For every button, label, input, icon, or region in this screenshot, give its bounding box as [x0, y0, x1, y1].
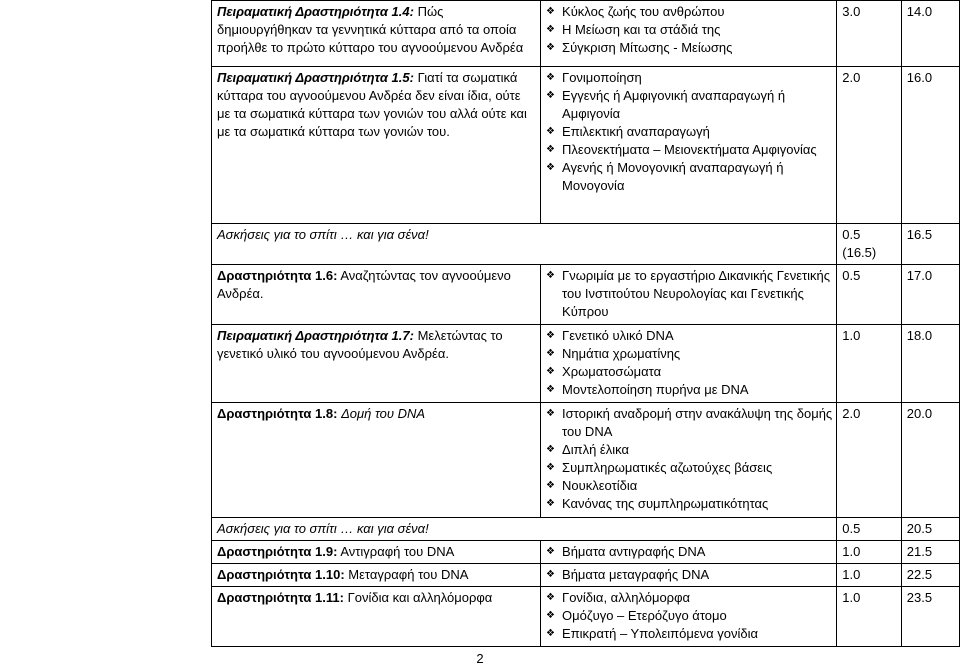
table-row [212, 564, 960, 587]
activity-label: Δραστηριότητα 1.9: [217, 544, 338, 559]
homework-text: Ασκήσεις για το σπίτι … και για σένα! [217, 227, 429, 242]
objective-item: ❖ Πλεονεκτήματα – Μειονεκτήματα Αμφιγονίας [546, 141, 832, 159]
table-row [212, 518, 960, 541]
activity-cell [212, 1, 541, 67]
table-row [212, 265, 960, 325]
table-row [212, 1, 960, 67]
homework-text: Ασκήσεις για το σπίτι … και για σένα! [217, 521, 429, 536]
objectives-cell [541, 564, 837, 587]
lesson-plan-table [211, 0, 960, 647]
objectives-cell [541, 265, 837, 325]
objectives-cell [541, 403, 837, 518]
activity-cell [212, 403, 541, 518]
hours-cell: 2.0 [837, 67, 902, 224]
table-row [212, 541, 960, 564]
activity-text: Αντιγραφή του DNA [340, 544, 455, 559]
objective-item: ❖ Εγγενής ή Αμφιγονική αναπαραγωγή ή Αμφιγονία [546, 87, 832, 123]
hours-cell: 0.5 [837, 518, 902, 541]
activity-text: Μελετώντας το γενετικό υλικό του αγνοούμενου Ανδρέα. [217, 328, 503, 361]
total-cell: 20.0 [901, 403, 959, 518]
total-cell: 17.0 [901, 265, 959, 325]
objectives-list [546, 589, 832, 643]
total-cell: 20.5 [901, 518, 959, 541]
activity-label: Δραστηριότητα 1.6: [217, 268, 338, 283]
objectives-cell [541, 67, 837, 224]
hours-cell: 2.0 [837, 403, 902, 518]
hours-subtotal: (16.5) [842, 245, 877, 260]
activity-label: Πειραματική Δραστηριότητα 1.5: [217, 70, 414, 85]
activity-text: Πώς δημιουργήθηκαν τα γεννητικά κύτταρα από τα οποία προήλθε το πρώτο κύτταρο του αγνοούμενου Ανδρέα [217, 4, 524, 55]
hours-value: 0.5 [842, 227, 861, 242]
activity-cell [212, 541, 541, 564]
objectives-list [546, 267, 832, 321]
objective-item: ❖ Συμπληρωματικές αζωτούχες βάσεις [546, 459, 832, 477]
table-row [212, 587, 960, 647]
objective-item: ❖ Γονιμοποίηση [546, 69, 832, 87]
page-number: 2 [476, 651, 484, 666]
total-cell: 16.0 [901, 67, 959, 224]
objective-item: ❖ Μοντελοποίηση πυρήνα με DNA [546, 381, 832, 399]
activity-cell [212, 67, 541, 224]
hours-cell: 1.0 [837, 587, 902, 647]
objectives-list [546, 3, 832, 57]
activity-label [217, 406, 337, 421]
total-cell: 23.5 [901, 587, 959, 647]
activity-text: Δομή του DNA [341, 406, 426, 421]
objective-item: ❖ Γνωριμία με το εργαστήριο Δικανικής Γενετικής του Ινστιτούτου Νευρολογίας και Γενετικής Κύπρου [546, 267, 832, 321]
objective-item: ❖ Επικρατή – Υπολειπόμενα γονίδια [546, 625, 832, 643]
hours-cell: 0.5 [837, 265, 902, 325]
total-cell: 22.5 [901, 564, 959, 587]
objectives-cell [541, 325, 837, 403]
objective-item: ❖ Κανόνας της συμπληρωματικότητας [546, 495, 832, 513]
objective-item: ❖ Κύκλος ζωής του ανθρώπου [546, 3, 832, 21]
activity-cell [212, 564, 541, 587]
table-row [212, 403, 960, 518]
activity-text: Μεταγραφή του DNA [348, 567, 469, 582]
objectives-list [546, 327, 832, 399]
hours-cell: 1.0 [837, 325, 902, 403]
objective-item: ❖ Γενετικό υλικό DNA [546, 327, 832, 345]
objectives-list [546, 405, 832, 513]
objective-item: ❖ Βήματα μεταγραφής DNA [546, 566, 832, 584]
objective-item: ❖ Η Μείωση και τα στάδιά της [546, 21, 832, 39]
activity-label-text: Δραστηριότητα 1.8: [217, 406, 338, 421]
objective-item: ❖ Ομόζυγο – Ετερόζυγο άτομο [546, 607, 832, 625]
activity-text: Γιατί τα σωματικά κύτταρα του αγνοούμενου Ανδρέα δεν είναι ίδια, ούτε με τα σωματικά κύτταρα των γονιών του αλλά ούτε και με τα σωματικά κύτταρα των γονιών του. [217, 70, 527, 139]
objective-item: ❖ Νημάτια χρωματίνης [546, 345, 832, 363]
objective-item: ❖ Νουκλεοτίδια [546, 477, 832, 495]
activity-label: Δραστηριότητα 1.10: [217, 567, 345, 582]
total-cell: 18.0 [901, 325, 959, 403]
table-row [212, 67, 960, 224]
total-cell: 14.0 [901, 1, 959, 67]
total-cell: 16.5 [901, 224, 959, 265]
activity-cell [212, 265, 541, 325]
objective-item: ❖ Βήματα αντιγραφής DNA [546, 543, 832, 561]
objective-item: ❖ Σύγκριση Μίτωσης - Μείωσης [546, 39, 832, 57]
objectives-cell [541, 541, 837, 564]
objective-item: ❖ Αγενής ή Μονογονική αναπαραγωγή ή Μονογονία [546, 159, 832, 195]
activity-cell [212, 587, 541, 647]
objective-item: ❖ Γονίδια, αλληλόμορφα [546, 589, 832, 607]
activity-cell [212, 325, 541, 403]
objectives-list [546, 69, 832, 195]
hours-cell: 1.0 [837, 564, 902, 587]
homework-cell [212, 224, 837, 265]
homework-cell [212, 518, 837, 541]
objectives-cell [541, 587, 837, 647]
total-cell: 21.5 [901, 541, 959, 564]
activity-text: Αναζητώντας τον αγνοούμενο Ανδρέα. [217, 268, 511, 301]
objectives-list [546, 566, 832, 584]
objective-item: ❖ Επιλεκτική αναπαραγωγή [546, 123, 832, 141]
activity-label: Πειραματική Δραστηριότητα 1.4: [217, 4, 414, 19]
hours-cell: 1.0 [837, 541, 902, 564]
objectives-cell [541, 1, 837, 67]
hours-cell: 3.0 [837, 1, 902, 67]
objective-item: ❖ Διπλή έλικα [546, 441, 832, 459]
activity-text: Γονίδια και αλληλόμορφα [347, 590, 493, 605]
objectives-list [546, 543, 832, 561]
objective-item: ❖ Ιστορική αναδρομή στην ανακάλυψη της δομής του DNA [546, 405, 832, 441]
activity-label: Πειραματική Δραστηριότητα 1.7: [217, 328, 414, 343]
hours-cell [837, 224, 902, 265]
activity-label: Δραστηριότητα 1.11: [217, 590, 344, 605]
table-row [212, 325, 960, 403]
table-row [212, 224, 960, 265]
objective-item: ❖ Χρωματοσώματα [546, 363, 832, 381]
